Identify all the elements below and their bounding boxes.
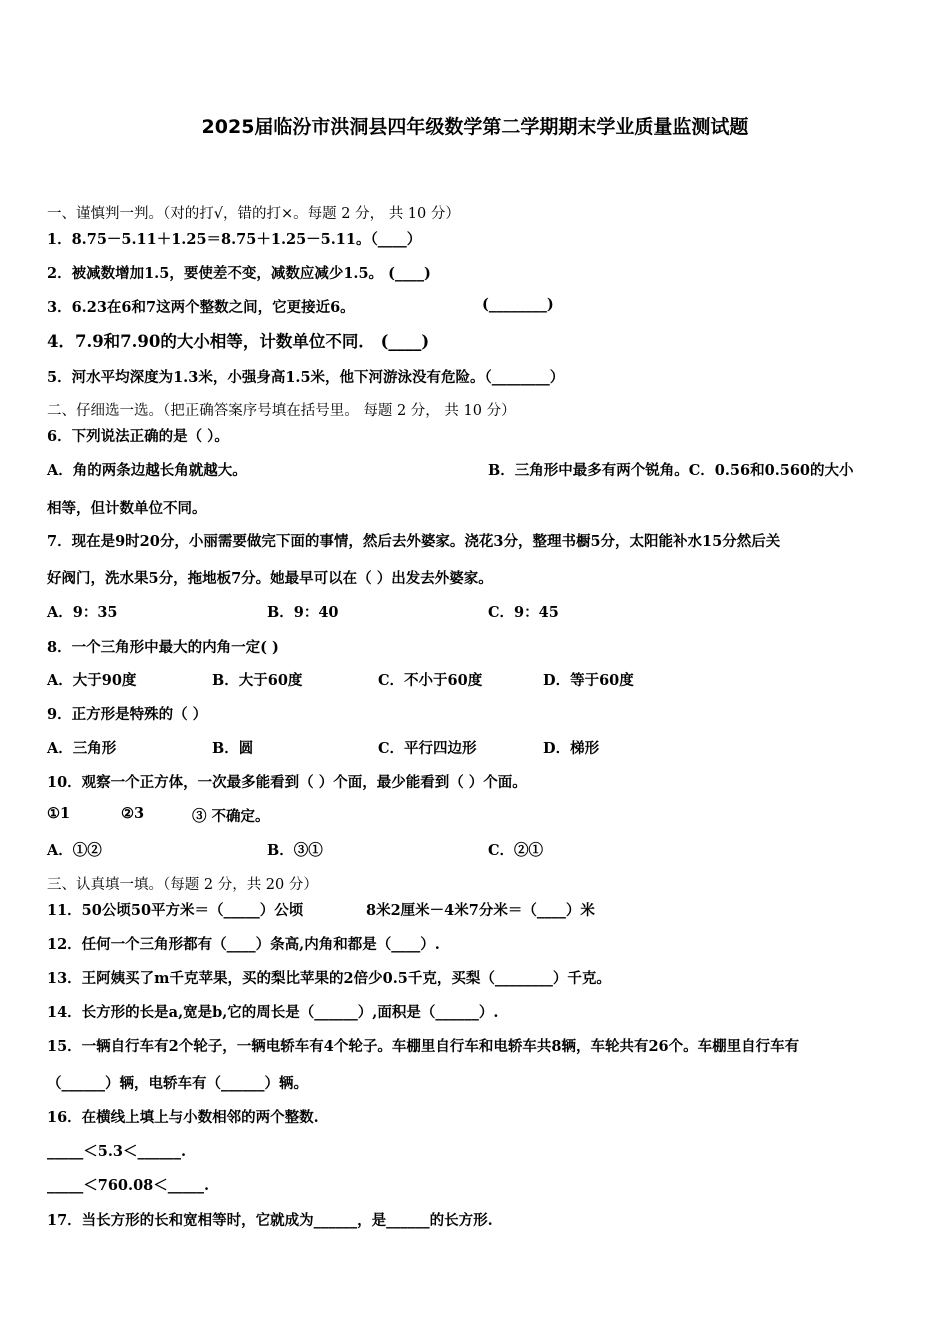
question-9: 9．正方形是特殊的（ ） bbox=[47, 706, 208, 723]
question-12: 12．任何一个三角形都有（____）条高,内角和都是（____）. bbox=[47, 936, 440, 953]
question-17: 17．当长方形的长和宽相等时，它就成为______，是______的长方形. bbox=[47, 1212, 493, 1229]
question-8-option-a: A．大于90度 bbox=[47, 672, 137, 689]
question-9-option-a: A．三角形 bbox=[47, 740, 117, 757]
question-10-option-a: A．①② bbox=[47, 842, 102, 859]
question-7: 7．现在是9时20分，小丽需要做完下面的事情，然后去外婆家。浇花3分，整理书橱5分，太阳能补水15分然后关 bbox=[47, 533, 781, 550]
section-3-header: 三、认真填一填。（每题 2 分，共 20 分） bbox=[47, 877, 318, 893]
question-3: 3．6.23在6和7这两个整数之间，它更接近6。 bbox=[47, 299, 355, 316]
question-1: 1．8.75－5.11＋1.25＝8.75＋1.25－5.11。（____） bbox=[47, 231, 422, 248]
question-13: 13．王阿姨买了m千克苹果，买的梨比苹果的2倍少0.5千克，买梨（________）千克。 bbox=[47, 970, 611, 987]
section-2-header: 二、仔细选一选。（把正确答案序号填在括号里。 每题 2 分， 共 10 分） bbox=[47, 403, 516, 419]
question-7-option-c: C．9：45 bbox=[488, 604, 559, 621]
question-3-blank: (________) bbox=[482, 296, 554, 313]
question-15: 15．一辆自行车有2个轮子，一辆电轿车有4个轮子。车棚里自行车和电轿车共8辆，车轮共有26个。车棚里自行车有 bbox=[47, 1038, 800, 1055]
question-14: 14．长方形的长是a,宽是b,它的周长是（______）,面积是（______）. bbox=[47, 1004, 499, 1021]
section-1-header: 一、谨慎判一判。（对的打√，错的打×。每题 2 分， 共 10 分） bbox=[47, 206, 460, 222]
question-6-option-c-cont: 相等，但计数单位不同。 bbox=[47, 500, 207, 517]
question-10-choice-1: ①1 bbox=[47, 805, 71, 822]
question-8-option-d: D．等于60度 bbox=[543, 672, 634, 689]
question-9-option-d: D．梯形 bbox=[543, 740, 600, 757]
question-10-option-c: C．②① bbox=[488, 842, 544, 859]
question-7-option-a: A．9：35 bbox=[47, 604, 118, 621]
question-11-part-1: 11．50公顷50平方米＝（_____）公顷 bbox=[47, 902, 304, 919]
question-5: 5．河水平均深度为1.3米，小强身高1.5米，他下河游泳没有危险。（________） bbox=[47, 369, 565, 386]
question-15-cont: （______）辆，电轿车有（______）辆。 bbox=[47, 1075, 308, 1092]
question-7-cont: 好阀门，洗水果5分，拖地板7分。她最早可以在（ ）出发去外婆家。 bbox=[47, 570, 493, 587]
question-6: 6．下列说法正确的是（ ）。 bbox=[47, 428, 229, 445]
question-16-blank-1: _____＜5.3＜______. bbox=[47, 1143, 187, 1160]
question-8-option-c: C．不小于60度 bbox=[378, 672, 483, 689]
question-16: 16．在横线上填上与小数相邻的两个整数. bbox=[47, 1109, 319, 1126]
question-10: 10．观察一个正方体，一次最多能看到（ ）个面，最少能看到（ ）个面。 bbox=[47, 774, 527, 791]
question-7-option-b: B．9：40 bbox=[267, 604, 339, 621]
page-title: 2025届临汾市洪洞县四年级数学第二学期期末学业质量监测试题 bbox=[201, 116, 749, 138]
question-10-choice-2: ②3 bbox=[121, 805, 145, 822]
question-10-option-b: B．③① bbox=[267, 842, 323, 859]
question-2: 2．被减数增加1.5，要使差不变，减数应减少1.5。 (____) bbox=[47, 265, 431, 282]
question-6-option-bc: B．三角形中最多有两个锐角。C．0.56和0.560的大小 bbox=[488, 462, 854, 479]
question-11-part-2: 8米2厘米－4米7分米＝（____）米 bbox=[366, 902, 595, 919]
question-8: 8．一个三角形中最大的内角一定( ) bbox=[47, 639, 279, 656]
question-4: 4．7.9和7.90的大小相等，计数单位不同． (____) bbox=[47, 332, 430, 351]
question-16-blank-2: _____＜760.08＜_____. bbox=[47, 1177, 210, 1194]
question-8-option-b: B．大于60度 bbox=[212, 672, 303, 689]
question-10-choice-3: ③ 不确定。 bbox=[192, 808, 270, 825]
question-9-option-c: C．平行四边形 bbox=[378, 740, 477, 757]
question-9-option-b: B．圆 bbox=[212, 740, 254, 757]
question-6-option-a: A．角的两条边越长角就越大。 bbox=[47, 462, 247, 479]
